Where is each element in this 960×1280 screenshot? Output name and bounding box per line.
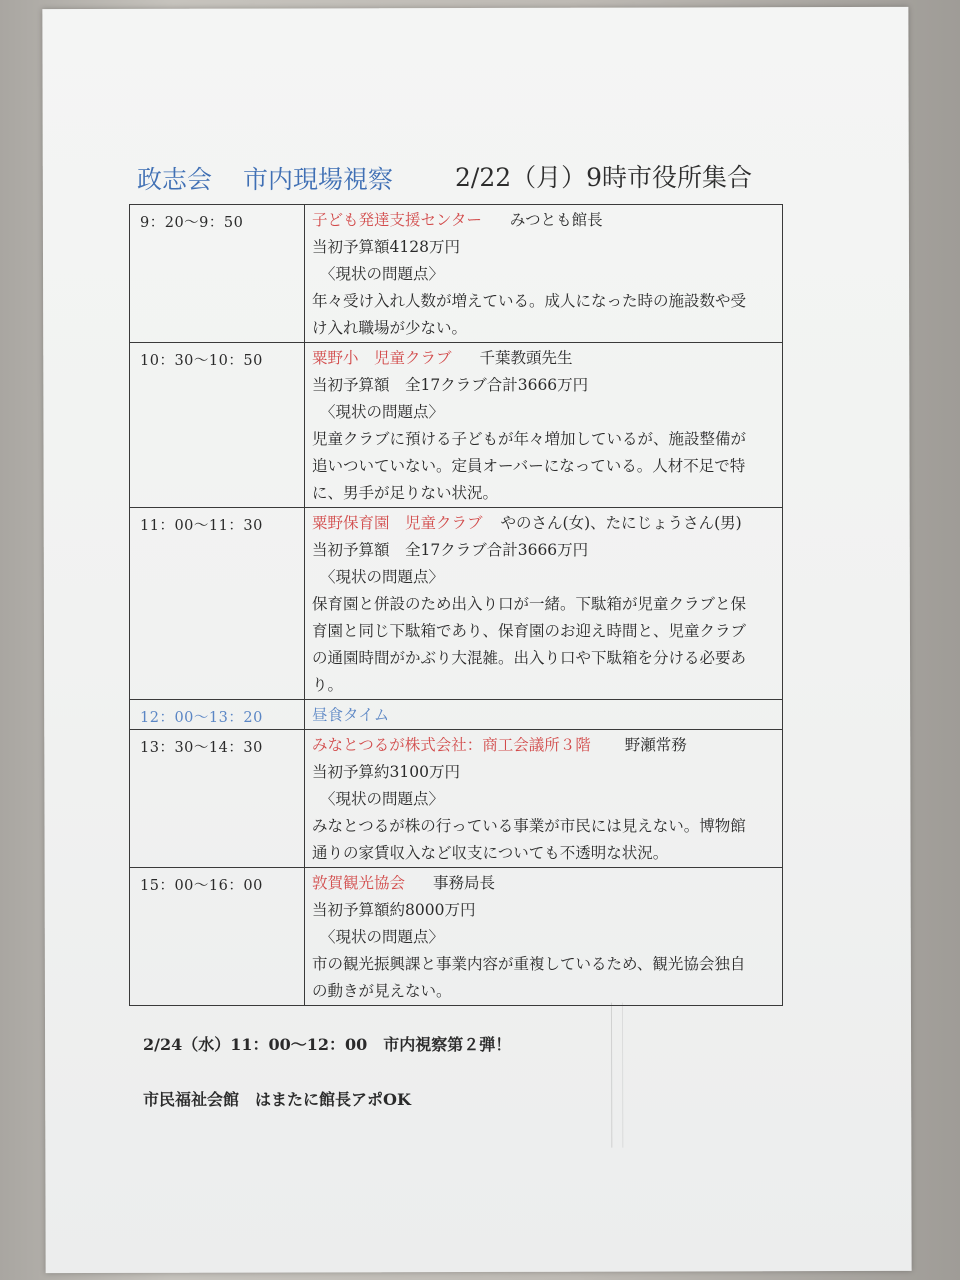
row-issue-line: 児童クラブに預ける子どもが年々増加しているが、施設整備が	[312, 430, 747, 448]
row-place: 粟野保育園 児童クラブ	[312, 514, 483, 532]
row-details	[305, 205, 783, 343]
row-issue-line: 市の観光振興課と事業内容が重複しているため、観光協会独自	[312, 955, 746, 973]
schedule-row	[130, 508, 783, 700]
row-contact: 千葉教頭先生	[479, 349, 573, 367]
row-details	[305, 343, 783, 508]
row-issue-line: 通りの家賃収入など収支についても不透明な状況。	[312, 844, 669, 862]
schedule-row	[130, 343, 783, 508]
row-issue-line: 追いついていない。定員オーバーになっている。人材不足で特	[312, 457, 746, 475]
row-budget: 当初予算約3100万円	[312, 763, 460, 781]
row-budget: 当初予算額4128万円	[312, 238, 460, 256]
row-time: 9：20～9：50	[130, 205, 305, 343]
next-place-line: 市民福祉会館 はまたに館長アポOK	[143, 1090, 411, 1109]
title-org: 政志会	[137, 165, 213, 194]
row-time: 11：00～11：30	[130, 508, 305, 700]
row-contact: みつとも館長	[509, 211, 603, 229]
row-time: 13：30～14：30	[130, 730, 305, 868]
row-place: 敦賀観光協会	[312, 874, 406, 892]
row-issue-line: り。	[312, 676, 344, 694]
row-time: 10：30～10：50	[130, 343, 305, 508]
row-issue-line: の通園時間がかぶり大混雑。出入り口や下駄箱を分ける必要あ	[312, 649, 747, 667]
next-visit-line: 2/24（水）11：00～12：00 市内視察第２弾！	[143, 1035, 512, 1054]
row-issue-line: 年々受け入れ人数が増えている。成人になった時の施設数や受	[312, 292, 747, 310]
row-issue-line: みなとつるが株の行っている事業が市民には見えない。博物館	[312, 817, 746, 835]
row-issue-line: 保育園と併設のため出入り口が一緒。下駄箱が児童クラブと保	[312, 595, 747, 613]
row-issue-line: 育園と同じ下駄箱であり、保育園のお迎え時間と、児童クラブ	[312, 622, 747, 640]
schedule-row	[130, 730, 783, 868]
row-details	[305, 730, 783, 868]
row-details	[305, 868, 783, 1006]
row-place: 粟野小 児童クラブ	[312, 349, 452, 367]
row-issue-heading: 〈現状の問題点〉	[320, 928, 445, 946]
row-contact: 事務局長	[433, 874, 496, 892]
row-issue-heading: 〈現状の問題点〉	[320, 265, 445, 283]
document-title	[137, 154, 797, 194]
row-details	[305, 508, 783, 700]
row-budget: 当初予算額 全17クラブ合計3666万円	[312, 541, 589, 559]
schedule-row	[130, 205, 783, 343]
row-lunch-label: 昼食タイム	[305, 700, 783, 730]
row-issue-line: に、男手が足りない状況。	[312, 484, 499, 502]
row-contact: 野瀬常務	[624, 736, 687, 754]
schedule-table	[129, 204, 783, 1006]
title-event: 市内現場視察	[243, 165, 394, 194]
row-budget: 当初予算額約8000万円	[312, 901, 476, 919]
paper-crease	[611, 1003, 623, 1148]
row-issue-heading: 〈現状の問題点〉	[320, 403, 445, 421]
row-time: 12：00～13：20	[130, 700, 305, 730]
row-contact: やのさん(女)、たにじょうさん(男)	[500, 514, 742, 532]
row-place: みなとつるが株式会社：商工会議所３階	[312, 736, 591, 754]
row-place: 子ども発達支援センター	[312, 211, 482, 229]
schedule-row	[130, 868, 783, 1006]
row-budget: 当初予算額 全17クラブ合計3666万円	[312, 376, 589, 394]
row-issue-line: の動きが見えない。	[312, 982, 452, 1000]
title-date-meeting: 2/22（月）9時市役所集合	[455, 163, 753, 192]
row-issue-heading: 〈現状の問題点〉	[320, 568, 445, 586]
row-issue-heading: 〈現状の問題点〉	[320, 790, 445, 808]
schedule-row-lunch	[130, 700, 783, 730]
row-time: 15：00～16：00	[130, 868, 305, 1006]
row-issue-line: け入れ職場が少ない。	[312, 319, 468, 337]
